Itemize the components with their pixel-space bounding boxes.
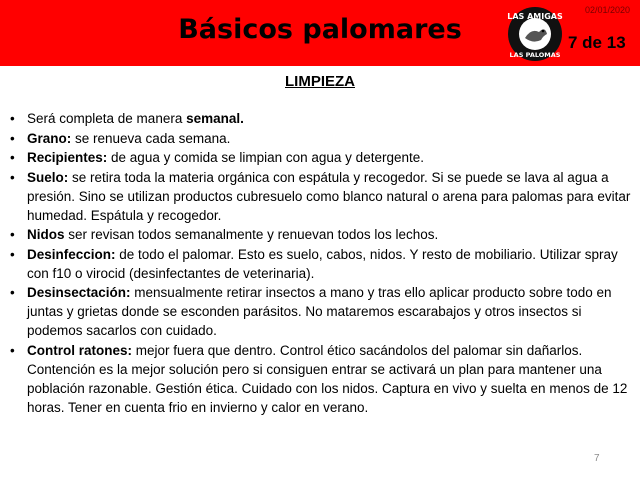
bullet-icon: • bbox=[10, 130, 15, 146]
bullet-icon: • bbox=[10, 227, 15, 242]
list-item bbox=[10, 168, 634, 225]
bullet-icon: • bbox=[10, 285, 15, 300]
page-title: Básicos palomares bbox=[178, 14, 462, 45]
item-text: de agua y comida se limpian con agua y detergente. bbox=[107, 150, 424, 165]
bullet-icon: • bbox=[10, 342, 15, 358]
item-text: Será completa de manera bbox=[27, 111, 187, 126]
list-item bbox=[10, 109, 634, 128]
bullet-icon: • bbox=[10, 246, 15, 262]
item-emphasis: semanal. bbox=[186, 111, 244, 126]
item-text: de todo el palomar. Esto es suelo, cabos, nidos. Y resto de mobiliario. Utilizar spray con f10 o virocid (desinfectantes de veterinaria). bbox=[27, 246, 618, 281]
header-bar bbox=[0, 0, 640, 66]
item-heading: Desinsectación: bbox=[27, 285, 131, 300]
item-heading: Desinfeccion: bbox=[27, 246, 116, 262]
item-heading: Control ratones: bbox=[27, 342, 133, 358]
section-title: LIMPIEZA bbox=[285, 73, 355, 90]
list-item bbox=[10, 245, 634, 283]
bullet-icon: • bbox=[10, 150, 15, 165]
list-item bbox=[10, 225, 634, 244]
svg-text:LAS PALOMAS: LAS PALOMAS bbox=[509, 51, 561, 59]
page-counter: 7 de 13 bbox=[568, 33, 626, 52]
bullet-icon: • bbox=[10, 111, 15, 126]
item-text: ser revisan todos semanalmente y renuevan todos los lechos. bbox=[64, 227, 439, 242]
slide-number: 7 bbox=[594, 453, 600, 464]
list-item bbox=[10, 341, 634, 417]
amigas-de-las-palomas-logo bbox=[507, 6, 563, 62]
date-label: 02/01/2020 bbox=[584, 5, 630, 15]
item-heading: Recipientes: bbox=[27, 150, 108, 165]
item-text: mejor fuera que dentro. Control ético sacándolos del palomar sin dañarlos. Contención es la mejor solución pero si consiguen entrar se activará un plan para mantener una población razonable. Gestión ética. Cuidado con los nidos. Captura en vivo y suelta en menos de 12 horas. Tener en cuenta frio en invierno y calor en verano. bbox=[27, 342, 628, 415]
item-text: mensualmente retirar insectos a mano y tras ello aplicar producto sobre todo en juntas y grietas donde se esconden parásitos. No mataremos escarabajos y otros insectos si podemos sacarlos con cuidado. bbox=[27, 285, 612, 338]
item-heading: Suelo: bbox=[27, 169, 69, 185]
svg-text:LAS AMIGAS: LAS AMIGAS bbox=[507, 12, 563, 21]
list-item bbox=[10, 283, 634, 340]
bullet-icon: • bbox=[10, 169, 15, 185]
item-text: se renueva cada semana. bbox=[71, 130, 231, 146]
list-item bbox=[10, 148, 634, 167]
item-heading: Grano: bbox=[27, 130, 72, 146]
item-heading: Nidos bbox=[27, 227, 65, 242]
list-item bbox=[10, 129, 634, 148]
cleaning-list bbox=[10, 109, 634, 417]
item-text: se retira toda la materia orgánica con espátula y recogedor. Si se puede se lava al agua a presión. Sino se utilizan productos cubresuelo como blanco natural o arena para palomas para evitar humedad. Espátula y recogedor. bbox=[27, 169, 631, 223]
